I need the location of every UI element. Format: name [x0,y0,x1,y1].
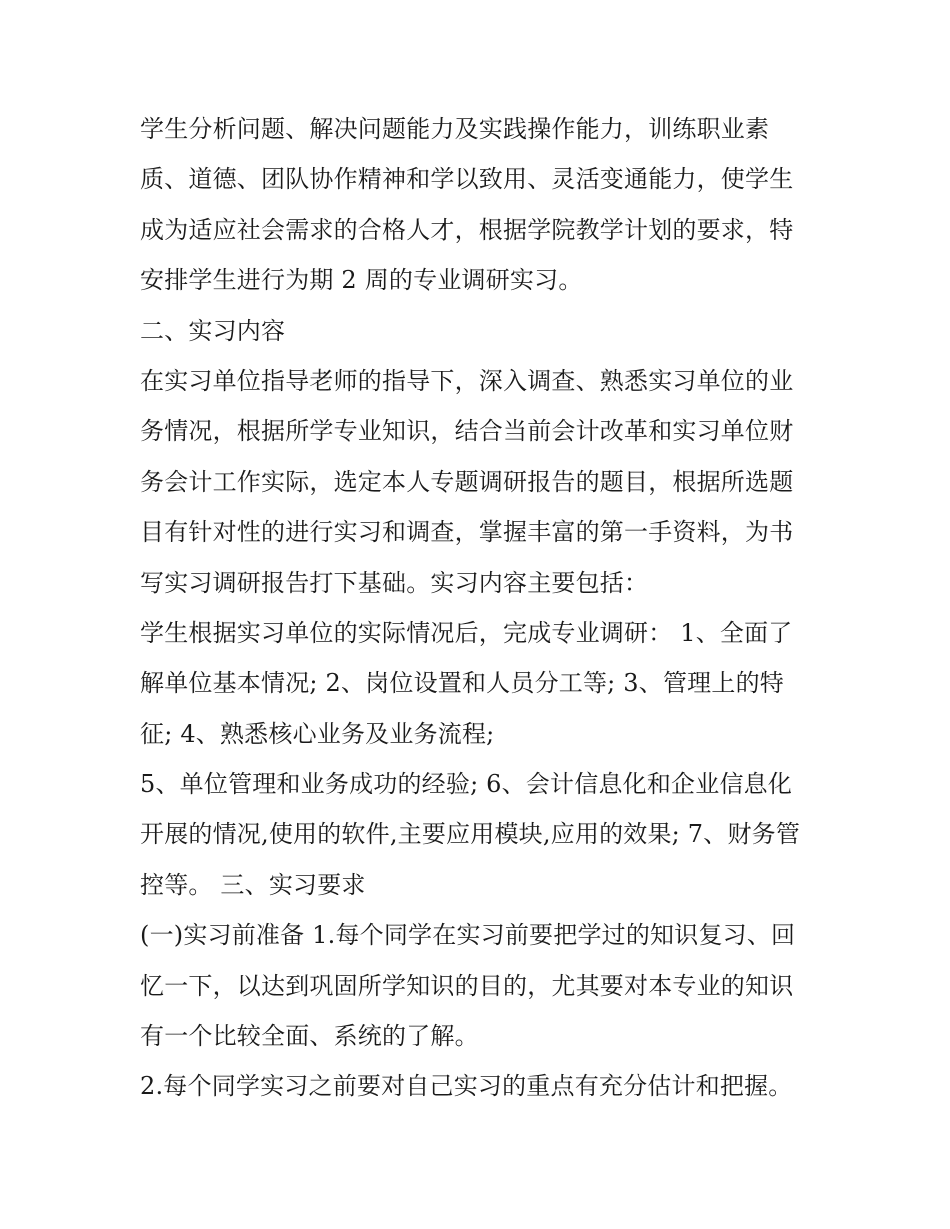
text-line: 征; 4、熟悉核心业务及业务流程; [140,719,495,748]
section-heading-content: 二、实习内容 [140,316,286,345]
text-line: 安排学生进行为期 2 周的专业调研实习。 [140,266,583,295]
text-line: 写实习调研报告打下基础。实习内容主要包括： [140,568,649,597]
text-line: 开展的情况,使用的软件,主要应用模块,应用的效果; 7、财务管 [140,820,801,849]
text-line: 质、道德、团队协作精神和学以致用、灵活变通能力，使学生 [140,165,794,194]
text-line: 解单位基本情况; 2、岗位设置和人员分工等; 3、管理上的特 [140,669,784,698]
text-line: 在实习单位指导老师的指导下，深入调查、熟悉实习单位的业 [140,366,794,395]
text-line: 目有针对性的进行实习和调查，掌握丰富的第一手资料，为书 [140,518,794,547]
text-line: 有一个比较全面、系统的了解。 [140,1022,479,1051]
text-line: 2.每个同学实习之前要对自己实习的重点有充分估计和把握。 [140,1072,793,1101]
text-line: 控等。 三、实习要求 [140,870,366,899]
text-line: (一)实习前准备 1.每个同学在实习前要把学过的知识复习、回 [140,921,796,950]
text-line: 5、单位管理和业务成功的经验; 6、会计信息化和企业信息化 [140,770,793,799]
text-line: 务会计工作实际，选定本人专题调研报告的题目，根据所选题 [140,467,794,496]
text-line: 成为适应社会需求的合格人才，根据学院教学计划的要求，特 [140,215,794,244]
text-line: 学生分析问题、解决问题能力及实践操作能力，训练职业素 [140,115,770,143]
text-line: 务情况，根据所学专业知识，结合当前会计改革和实习单位财 [140,417,794,446]
document-body [140,104,820,1112]
text-line: 忆一下，以达到巩固所学知识的目的，尤其要对本专业的知识 [140,971,794,1000]
text-line: 学生根据实习单位的实际情况后，完成专业调研： 1、全面了 [140,618,793,647]
